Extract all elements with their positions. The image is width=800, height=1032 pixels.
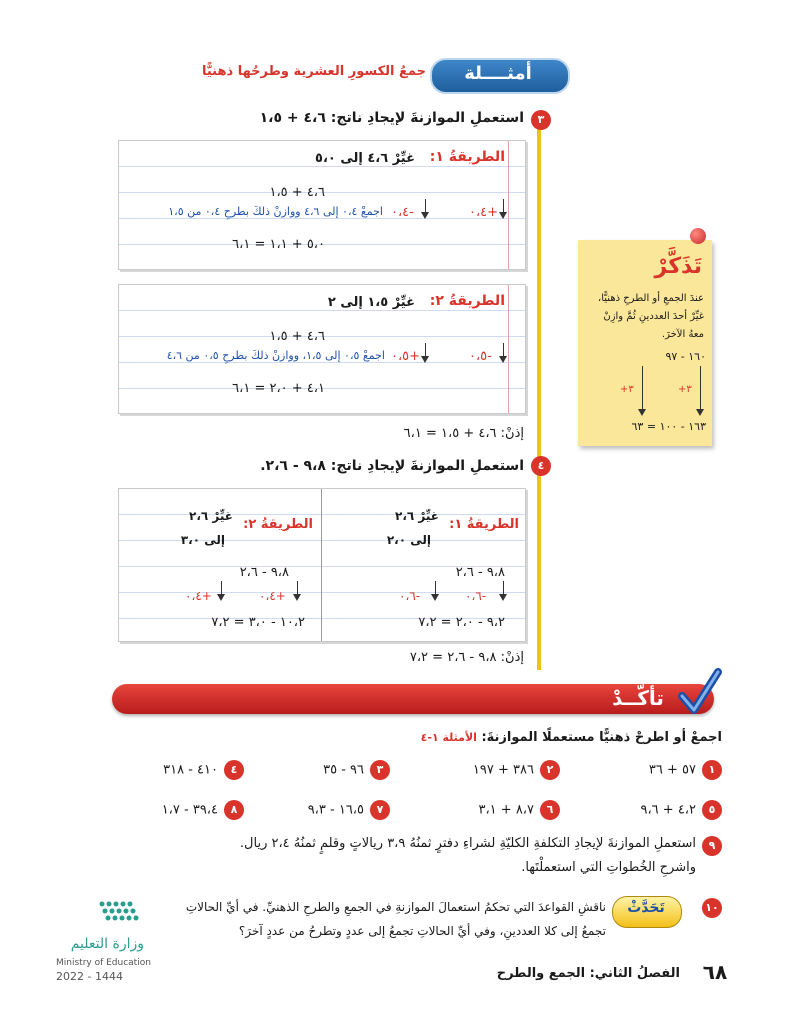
adjust-value: +٠،٥ <box>391 349 421 364</box>
exercise-expression: ٣٩،٤ - ١،٧ <box>161 802 218 818</box>
exercise-expression: ٤،٢ + ٩،٦ <box>640 802 696 818</box>
exercise-number: ١ <box>702 760 722 780</box>
down-arrow-icon <box>221 581 222 599</box>
exercise-expression: ٩٦ - ٣٥ <box>323 762 364 778</box>
adjust-value: -٠،٦ <box>399 589 421 603</box>
down-arrow-icon <box>503 581 504 599</box>
exercise-number: ٣ <box>370 760 390 780</box>
exercise-number: ٤ <box>224 760 244 780</box>
exercise-number: ٧ <box>370 800 390 820</box>
step-note: اجمعْ ٠،٥ إلى ١،٥، ووازنْ ذلكَ بطرحِ ٠،٥ من ٤،٦ <box>166 349 385 362</box>
exercise-item <box>308 800 390 820</box>
guide-line <box>537 470 541 670</box>
exercise-item <box>473 760 560 780</box>
step-row: ٤،٦ + ١،٥ <box>269 329 325 344</box>
exercise-item <box>163 760 244 780</box>
exercise-number: ٥ <box>702 800 722 820</box>
down-arrow-icon <box>503 199 504 217</box>
chapter-title: الجمع والطرح <box>496 966 586 981</box>
method-instruction: إلى ٣،٠ <box>180 533 225 547</box>
adjust-value: -٠،٤ <box>391 205 414 220</box>
method-instruction: إلى ٢،٠ <box>386 533 431 547</box>
example-number-badge: ٤ <box>531 456 551 476</box>
adjust-value: +٠،٤ <box>469 205 499 220</box>
step-row: ٤،٦ + ١،٥ <box>269 185 325 200</box>
step-result: ٩،٢ - ٢،٠ = ٧،٢ <box>418 615 505 630</box>
section-title: جمعُ الكسورِ العشرية وطرحُها ذهنيًّا <box>201 64 426 79</box>
adjust-value: -٠،٥ <box>469 349 492 364</box>
check-instruction <box>400 730 722 745</box>
exercise-item <box>649 760 722 780</box>
adjust-value: -٠،٦ <box>465 589 487 603</box>
page-number: ٦٨ <box>702 960 728 984</box>
example-prompt: استعملِ الموازنةَ لإيجادِ ناتج: ٤،٦ + ١،٥ <box>259 110 524 126</box>
down-arrow-icon <box>700 366 701 414</box>
remember-text: عندَ الجمعِ أو الطرحِ ذهنيًّا، غيِّرْ أحدَ العددينِ ثُمَّ وازِنْ معهُ الآخرَ. <box>598 293 704 340</box>
question-text: واشرحِ الخُطواتِ التي استعملْتَها. <box>521 860 696 875</box>
example-reference: الأمثلة ١-٤ <box>420 731 477 744</box>
example-prompt: استعملِ الموازنةَ لإيجادِ ناتج: ٩،٨ - ٢،٦. <box>260 458 524 474</box>
pin-icon <box>690 228 706 244</box>
step-row: ٩،٨ - ٢،٦ <box>455 565 505 580</box>
down-arrow-icon <box>642 366 643 414</box>
chapter-footer <box>440 966 680 981</box>
method-2-card <box>118 284 526 414</box>
remember-title: تَذَكَّرْ <box>654 254 702 279</box>
method-instruction: غيِّرْ ٢،٦ <box>189 509 233 523</box>
method-instruction: غيِّرْ ٤،٦ إلى ٥،٠ <box>315 151 415 166</box>
remember-row: ١٦٠ - ٩٧ <box>665 350 706 363</box>
ministry-dots-logo <box>98 898 144 928</box>
chapter-label: الفصلُ الثاني: <box>589 966 680 981</box>
question-text: تجمعُ إلى كلا العددينِ، وفي أيِّ الحالاتِ تجمعُ إلى عددٍ وتطرحُ من عددٍ آخرَ؟ <box>238 924 606 938</box>
example-conclusion: إذنْ: ٤،٦ + ١،٥ = ٦،١ <box>403 426 524 441</box>
question-text: ناقشِ القواعدَ التي تحكمُ استعمالَ الموازنةِ في الجمعِ والطرحِ الذهنيِّ. في أيِّ الحالاتِ <box>185 900 606 914</box>
down-arrow-icon <box>425 343 426 361</box>
step-result: ٤،١ + ٢،٠ = ٦،١ <box>232 381 325 396</box>
exercise-expression: ١٦،٥ - ٩،٣ <box>307 802 364 818</box>
ministry-name-ar: وزارة التعليم <box>70 936 144 952</box>
exercise-expression: ٤١٠ - ٣١٨ <box>163 762 218 778</box>
method-label: الطريقةُ ٢: <box>243 517 313 532</box>
step-note: اجمعْ ٠،٤ إلى ٤،٦ ووازنْ ذلكَ بطرحِ ٠،٤ من ١،٥ <box>168 205 383 218</box>
exercise-number: ٨ <box>224 800 244 820</box>
exercise-expression: ٨،٧ + ٣،١ <box>478 802 534 818</box>
check-banner-label: تأكَّــدْ <box>612 686 664 710</box>
down-arrow-icon <box>503 343 504 361</box>
talk-label: تَحَدَّثْ <box>627 900 665 916</box>
exercise-item <box>640 800 722 820</box>
method-instruction: غيِّرْ ٢،٦ <box>395 509 439 523</box>
method-label: الطريقةُ ١: <box>449 517 519 532</box>
question-text: استعملِ الموازنةَ لإيجادِ التكلفةِ الكليّةِ لشراءِ دفترٍ ثمنُهُ ٣،٩ ريالاتٍ وقلمٍ ثمنُهُ ٢،٤ ريال. <box>239 836 696 851</box>
method-1-card <box>118 140 526 270</box>
method-label: الطريقةُ ١: <box>429 149 505 165</box>
exercise-number: ٦ <box>540 800 560 820</box>
exercise-number: ٢ <box>540 760 560 780</box>
exercise-item <box>162 800 244 820</box>
check-mark-icon <box>678 668 722 716</box>
remember-plus: +٣ <box>678 384 692 395</box>
ministry-name-en: Ministry of Education <box>56 958 151 968</box>
remember-row: ١٦٣ - ١٠٠ = ٦٣ <box>631 420 706 433</box>
down-arrow-icon <box>297 581 298 599</box>
method-instruction: غيِّرْ ١،٥ إلى ٢ <box>327 295 415 310</box>
step-result: ٥،٠ + ١،١ = ٦،١ <box>232 237 325 252</box>
down-arrow-icon <box>435 581 436 599</box>
exercise-expression: ٣٨٦ + ١٩٧ <box>472 762 534 778</box>
method-label: الطريقةُ ٢: <box>429 293 505 309</box>
question-number-badge: ١٠ <box>702 898 722 918</box>
method-table-card <box>118 488 526 642</box>
example-number-badge: ٣ <box>531 110 551 130</box>
section-tag-label: أمثــــلة <box>464 63 532 84</box>
step-row: ٩،٨ - ٢،٦ <box>239 565 289 580</box>
exercise-item <box>478 800 560 820</box>
remember-plus: +٣ <box>620 384 634 395</box>
guide-line <box>537 118 541 460</box>
ministry-year: 2022 - 1444 <box>56 970 123 983</box>
exercise-item <box>323 760 390 780</box>
exercise-expression: ٥٧ + ٣٦ <box>648 762 696 778</box>
instruction-text: اجمعْ أو اطرحْ ذهنيًّا مستعملًا الموازنةَ: <box>481 730 722 745</box>
adjust-value: +٠،٤ <box>185 589 212 603</box>
adjust-value: +٠،٤ <box>259 589 286 603</box>
example-conclusion: إذنْ: ٩،٨ - ٢،٦ = ٧،٢ <box>409 650 524 665</box>
question-number-badge: ٩ <box>702 836 722 856</box>
step-result: ١٠،٢ - ٣،٠ = ٧،٢ <box>211 615 305 630</box>
down-arrow-icon <box>425 199 426 217</box>
